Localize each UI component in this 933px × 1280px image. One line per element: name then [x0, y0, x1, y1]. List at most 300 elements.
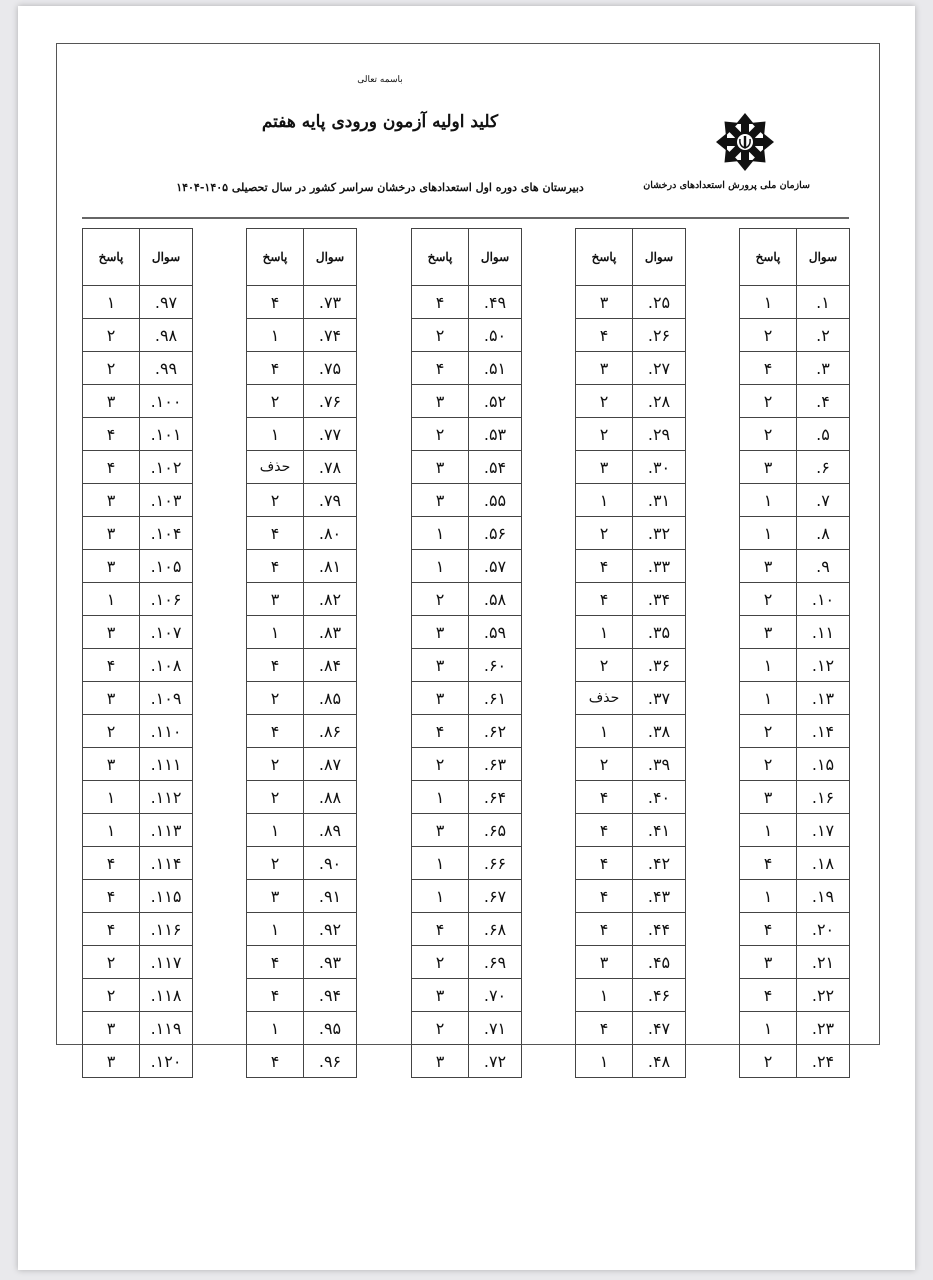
- motto-text: باسمه تعالی: [357, 75, 403, 85]
- answer-cell: ۴: [576, 847, 633, 880]
- table-row: [412, 484, 522, 517]
- table-row: [247, 880, 357, 913]
- table-row: [83, 583, 193, 616]
- question-number-cell: .۸۲: [304, 583, 357, 616]
- answer-cell: ۱: [247, 1012, 304, 1045]
- answer-cell: ۴: [83, 451, 140, 484]
- table-row: [83, 913, 193, 946]
- answer-cell: ۲: [247, 748, 304, 781]
- table-row: [247, 583, 357, 616]
- table-header-row: [83, 229, 193, 286]
- question-number-cell: .۷۵: [304, 352, 357, 385]
- question-number-cell: .۷۹: [304, 484, 357, 517]
- table-row: [247, 748, 357, 781]
- table-row: [412, 979, 522, 1012]
- table-row: [247, 913, 357, 946]
- table-row: [247, 682, 357, 715]
- answer-cell: ۳: [412, 814, 469, 847]
- question-number-cell: .۹۰: [304, 847, 357, 880]
- table-row: [247, 715, 357, 748]
- question-number-cell: .۴۹: [469, 286, 522, 319]
- table-row: [83, 616, 193, 649]
- table-row: [576, 550, 686, 583]
- answer-cell: ۳: [247, 880, 304, 913]
- question-number-cell: .۱۱۷: [140, 946, 193, 979]
- table-row: [412, 913, 522, 946]
- answer-cell: ۳: [412, 682, 469, 715]
- answer-header: پاسخ: [740, 229, 797, 286]
- table-row: [412, 418, 522, 451]
- question-number-cell: .۷: [797, 484, 850, 517]
- question-number-cell: .۶۳: [469, 748, 522, 781]
- answer-cell: ۱: [740, 814, 797, 847]
- answer-cell: ۳: [576, 451, 633, 484]
- question-number-cell: .۱۱۴: [140, 847, 193, 880]
- question-number-cell: .۵۱: [469, 352, 522, 385]
- table-row: [247, 319, 357, 352]
- table-row: [740, 451, 850, 484]
- question-number-cell: .۵۰: [469, 319, 522, 352]
- question-number-cell: .۵: [797, 418, 850, 451]
- question-number-cell: .۱۱۱: [140, 748, 193, 781]
- table-row: [247, 418, 357, 451]
- question-number-cell: .۳۹: [633, 748, 686, 781]
- question-number-cell: .۸۵: [304, 682, 357, 715]
- table-row: [247, 484, 357, 517]
- question-number-cell: .۵۹: [469, 616, 522, 649]
- question-number-cell: .۳۱: [633, 484, 686, 517]
- question-number-cell: .۱۰۹: [140, 682, 193, 715]
- answer-cell: ۱: [740, 682, 797, 715]
- answer-cell: ۲: [412, 583, 469, 616]
- table-row: [740, 550, 850, 583]
- table-row: [576, 814, 686, 847]
- question-number-cell: .۵۵: [469, 484, 522, 517]
- table-row: [740, 484, 850, 517]
- table-row: [576, 1012, 686, 1045]
- table-row: [412, 814, 522, 847]
- question-number-cell: .۳: [797, 352, 850, 385]
- question-number-cell: .۲: [797, 319, 850, 352]
- question-number-cell: .۷۰: [469, 979, 522, 1012]
- answer-cell: ۱: [247, 616, 304, 649]
- table-row: [83, 847, 193, 880]
- answer-cell: ۱: [576, 484, 633, 517]
- question-number-cell: .۷۲: [469, 1045, 522, 1078]
- answer-cell: ۴: [247, 946, 304, 979]
- table-row: [412, 385, 522, 418]
- question-number-cell: .۲۹: [633, 418, 686, 451]
- table-row: [576, 682, 686, 715]
- answer-cell: ۱: [247, 319, 304, 352]
- question-number-cell: .۲۳: [797, 1012, 850, 1045]
- question-number-cell: .۵۸: [469, 583, 522, 616]
- table-row: [83, 682, 193, 715]
- question-number-cell: .۷۸: [304, 451, 357, 484]
- answer-cell: ۲: [740, 1045, 797, 1078]
- answer-cell: ۲: [247, 385, 304, 418]
- answer-cell: ۴: [576, 814, 633, 847]
- table-row: [83, 649, 193, 682]
- answer-cell: ۲: [247, 847, 304, 880]
- table-row: [740, 847, 850, 880]
- table-row: [83, 781, 193, 814]
- table-row: [576, 748, 686, 781]
- table-row: [740, 352, 850, 385]
- table-row: [412, 880, 522, 913]
- answer-table-5: [82, 228, 193, 1078]
- answer-cell: ۳: [412, 649, 469, 682]
- answer-cell: ۱: [83, 814, 140, 847]
- answer-cell: ۴: [247, 979, 304, 1012]
- question-number-cell: .۷۶: [304, 385, 357, 418]
- answer-cell: ۲: [83, 979, 140, 1012]
- question-number-cell: .۵۲: [469, 385, 522, 418]
- question-number-cell: .۱۱۲: [140, 781, 193, 814]
- table-row: [247, 1045, 357, 1078]
- table-row: [740, 715, 850, 748]
- table-row: [576, 484, 686, 517]
- question-header: سوال: [797, 229, 850, 286]
- answer-cell: ۱: [740, 484, 797, 517]
- answer-cell: ۳: [83, 517, 140, 550]
- table-row: [412, 1045, 522, 1078]
- table-row: [576, 451, 686, 484]
- answer-table-2: [575, 228, 686, 1078]
- table-row: [412, 517, 522, 550]
- answer-header: پاسخ: [247, 229, 304, 286]
- answer-cell: ۲: [247, 484, 304, 517]
- answer-header: پاسخ: [576, 229, 633, 286]
- question-number-cell: .۸۸: [304, 781, 357, 814]
- question-number-cell: .۸: [797, 517, 850, 550]
- answer-cell: ۱: [83, 286, 140, 319]
- answer-cell: ۱: [576, 616, 633, 649]
- answer-cell: ۱: [247, 913, 304, 946]
- answer-cell: ۳: [83, 385, 140, 418]
- answer-cell: ۴: [412, 286, 469, 319]
- table-row: [83, 979, 193, 1012]
- answer-cell: ۴: [247, 649, 304, 682]
- answer-cell: ۳: [412, 979, 469, 1012]
- answer-cell: ۴: [83, 418, 140, 451]
- question-number-cell: .۶۵: [469, 814, 522, 847]
- question-number-cell: .۱۶: [797, 781, 850, 814]
- question-number-cell: .۶۱: [469, 682, 522, 715]
- table-row: [412, 748, 522, 781]
- question-number-cell: .۳۶: [633, 649, 686, 682]
- answer-cell: ۱: [740, 286, 797, 319]
- answer-cell: ۳: [83, 748, 140, 781]
- question-number-cell: .۱۰۵: [140, 550, 193, 583]
- question-header: سوال: [304, 229, 357, 286]
- question-number-cell: .۶۶: [469, 847, 522, 880]
- answer-cell: ۲: [83, 946, 140, 979]
- table-header-row: [576, 229, 686, 286]
- table-row: [83, 880, 193, 913]
- table-row: [412, 286, 522, 319]
- answer-cell: ۴: [576, 1012, 633, 1045]
- table-row: [740, 748, 850, 781]
- answer-cell: ۳: [740, 946, 797, 979]
- table-row: [83, 715, 193, 748]
- question-number-cell: .۴۸: [633, 1045, 686, 1078]
- table-row: [83, 1012, 193, 1045]
- question-number-cell: .۸۷: [304, 748, 357, 781]
- question-number-cell: .۲۸: [633, 385, 686, 418]
- table-row: [740, 286, 850, 319]
- question-number-cell: .۳۷: [633, 682, 686, 715]
- question-header: سوال: [140, 229, 193, 286]
- table-row: [412, 781, 522, 814]
- question-number-cell: .۶۸: [469, 913, 522, 946]
- table-row: [740, 1045, 850, 1078]
- question-number-cell: .۱۰۶: [140, 583, 193, 616]
- answer-table-3: [411, 228, 522, 1078]
- table-row: [576, 385, 686, 418]
- question-number-cell: .۷۳: [304, 286, 357, 319]
- answer-cell: ۲: [83, 352, 140, 385]
- question-header: سوال: [633, 229, 686, 286]
- question-number-cell: .۲۱: [797, 946, 850, 979]
- table-row: [83, 946, 193, 979]
- question-number-cell: .۹۵: [304, 1012, 357, 1045]
- table-header-row: [247, 229, 357, 286]
- question-number-cell: .۴۴: [633, 913, 686, 946]
- question-number-cell: .۱۲۰: [140, 1045, 193, 1078]
- answer-cell: ۴: [576, 913, 633, 946]
- answer-cell: حذف: [247, 451, 304, 484]
- question-number-cell: .۹۲: [304, 913, 357, 946]
- table-row: [576, 286, 686, 319]
- question-number-cell: .۱۱۰: [140, 715, 193, 748]
- table-row: [576, 880, 686, 913]
- question-number-cell: .۸۴: [304, 649, 357, 682]
- table-row: [576, 913, 686, 946]
- organization-name: سازمان ملی پرورش استعدادهای درخشان: [643, 180, 810, 191]
- table-row: [247, 781, 357, 814]
- answer-cell: ۳: [576, 946, 633, 979]
- question-number-cell: .۱۹: [797, 880, 850, 913]
- answer-cell: حذف: [576, 682, 633, 715]
- answer-cell: ۲: [412, 319, 469, 352]
- question-number-cell: .۹۹: [140, 352, 193, 385]
- table-row: [247, 352, 357, 385]
- answer-cell: ۳: [576, 352, 633, 385]
- answer-cell: ۴: [83, 847, 140, 880]
- answer-header: پاسخ: [412, 229, 469, 286]
- answer-cell: ۴: [740, 847, 797, 880]
- question-number-cell: .۷۴: [304, 319, 357, 352]
- question-number-cell: .۵۶: [469, 517, 522, 550]
- question-number-cell: .۴۶: [633, 979, 686, 1012]
- answer-cell: ۲: [412, 418, 469, 451]
- question-number-cell: .۱۰۳: [140, 484, 193, 517]
- table-row: [83, 418, 193, 451]
- answer-cell: ۱: [740, 1012, 797, 1045]
- table-row: [740, 682, 850, 715]
- answer-cell: ۱: [247, 814, 304, 847]
- question-header: سوال: [469, 229, 522, 286]
- table-row: [576, 418, 686, 451]
- table-row: [576, 979, 686, 1012]
- table-row: [83, 550, 193, 583]
- answer-cell: ۴: [576, 880, 633, 913]
- question-number-cell: .۹۶: [304, 1045, 357, 1078]
- answer-cell: ۳: [412, 451, 469, 484]
- answer-cell: ۲: [83, 715, 140, 748]
- question-number-cell: .۱۰۱: [140, 418, 193, 451]
- table-row: [247, 1012, 357, 1045]
- table-row: [83, 319, 193, 352]
- table-row: [576, 517, 686, 550]
- question-number-cell: .۹۸: [140, 319, 193, 352]
- question-number-cell: .۳۵: [633, 616, 686, 649]
- question-number-cell: .۱۸: [797, 847, 850, 880]
- question-number-cell: .۶۹: [469, 946, 522, 979]
- answer-cell: ۱: [740, 517, 797, 550]
- question-number-cell: .۹۷: [140, 286, 193, 319]
- question-number-cell: .۴: [797, 385, 850, 418]
- table-row: [83, 352, 193, 385]
- answer-cell: ۳: [576, 286, 633, 319]
- table-row: [740, 814, 850, 847]
- answer-cell: ۱: [576, 979, 633, 1012]
- answer-cell: ۲: [740, 385, 797, 418]
- question-number-cell: .۱۱: [797, 616, 850, 649]
- question-number-cell: .۲۰: [797, 913, 850, 946]
- answer-cell: ۲: [412, 946, 469, 979]
- answer-cell: ۴: [412, 715, 469, 748]
- answer-cell: ۲: [83, 319, 140, 352]
- table-row: [83, 385, 193, 418]
- question-number-cell: .۳۰: [633, 451, 686, 484]
- question-number-cell: .۱۱۹: [140, 1012, 193, 1045]
- table-row: [576, 616, 686, 649]
- question-number-cell: .۲۲: [797, 979, 850, 1012]
- answer-cell: ۳: [83, 616, 140, 649]
- answer-cell: ۲: [576, 385, 633, 418]
- answer-cell: ۴: [576, 583, 633, 616]
- table-row: [83, 484, 193, 517]
- question-number-cell: .۶۴: [469, 781, 522, 814]
- answer-cell: ۱: [576, 1045, 633, 1078]
- answer-cell: ۳: [83, 1045, 140, 1078]
- answer-cell: ۴: [412, 352, 469, 385]
- answer-cell: ۲: [247, 682, 304, 715]
- answer-cell: ۳: [83, 550, 140, 583]
- question-number-cell: .۵۳: [469, 418, 522, 451]
- answer-cell: ۲: [740, 319, 797, 352]
- answer-cell: ۴: [83, 880, 140, 913]
- table-row: [247, 517, 357, 550]
- question-number-cell: .۱۰۸: [140, 649, 193, 682]
- question-number-cell: .۴۱: [633, 814, 686, 847]
- answer-cell: ۲: [576, 748, 633, 781]
- table-row: [576, 847, 686, 880]
- table-header-row: [740, 229, 850, 286]
- question-number-cell: .۷۷: [304, 418, 357, 451]
- question-number-cell: .۳۳: [633, 550, 686, 583]
- answer-cell: ۳: [83, 1012, 140, 1045]
- table-row: [576, 319, 686, 352]
- table-row: [83, 517, 193, 550]
- question-number-cell: .۶۲: [469, 715, 522, 748]
- answer-cell: ۱: [412, 781, 469, 814]
- table-row: [412, 451, 522, 484]
- question-number-cell: .۴۵: [633, 946, 686, 979]
- table-row: [412, 550, 522, 583]
- answer-cell: ۳: [412, 1045, 469, 1078]
- question-number-cell: .۸۶: [304, 715, 357, 748]
- answer-cell: ۱: [83, 583, 140, 616]
- answer-cell: ۲: [740, 583, 797, 616]
- answer-cell: ۴: [247, 517, 304, 550]
- question-number-cell: .۹۴: [304, 979, 357, 1012]
- table-row: [740, 517, 850, 550]
- answer-cell: ۴: [83, 649, 140, 682]
- question-number-cell: .۸۹: [304, 814, 357, 847]
- table-row: [412, 715, 522, 748]
- question-number-cell: .۴۳: [633, 880, 686, 913]
- table-row: [576, 781, 686, 814]
- question-number-cell: .۶۰: [469, 649, 522, 682]
- answer-cell: ۳: [83, 682, 140, 715]
- question-number-cell: .۳۴: [633, 583, 686, 616]
- question-number-cell: .۷۱: [469, 1012, 522, 1045]
- table-row: [412, 649, 522, 682]
- question-number-cell: .۵۷: [469, 550, 522, 583]
- question-number-cell: .۱۰۴: [140, 517, 193, 550]
- table-row: [412, 616, 522, 649]
- answer-cell: ۴: [247, 550, 304, 583]
- answer-cell: ۲: [247, 781, 304, 814]
- answer-cell: ۴: [247, 286, 304, 319]
- table-row: [740, 913, 850, 946]
- answer-cell: ۳: [412, 616, 469, 649]
- table-row: [83, 1045, 193, 1078]
- table-row: [83, 814, 193, 847]
- answer-cell: ۱: [740, 649, 797, 682]
- page-subtitle: دبیرستان های دوره اول استعدادهای درخشان سراسر کشور در سال تحصیلی ۱۴۰۵-۱۴۰۴: [176, 181, 584, 194]
- answer-cell: ۴: [247, 715, 304, 748]
- table-row: [740, 781, 850, 814]
- table-row: [740, 418, 850, 451]
- question-number-cell: .۴۲: [633, 847, 686, 880]
- answer-cell: ۴: [83, 913, 140, 946]
- table-row: [740, 880, 850, 913]
- question-number-cell: .۱۰: [797, 583, 850, 616]
- question-number-cell: .۱۱۶: [140, 913, 193, 946]
- table-row: [247, 286, 357, 319]
- table-row: [247, 385, 357, 418]
- table-header-row: [412, 229, 522, 286]
- question-number-cell: .۲۷: [633, 352, 686, 385]
- question-number-cell: .۱۲: [797, 649, 850, 682]
- table-row: [740, 946, 850, 979]
- question-number-cell: .۱۱۳: [140, 814, 193, 847]
- answer-cell: ۲: [740, 715, 797, 748]
- table-row: [740, 319, 850, 352]
- question-number-cell: .۱۴: [797, 715, 850, 748]
- answer-cell: ۳: [740, 781, 797, 814]
- answer-cell: ۱: [576, 715, 633, 748]
- answer-cell: ۱: [83, 781, 140, 814]
- page-title: کلید اولیه آزمون ورودی پایه هفتم: [261, 112, 499, 132]
- answer-cell: ۲: [740, 748, 797, 781]
- question-number-cell: .۸۳: [304, 616, 357, 649]
- answer-cell: ۴: [247, 1045, 304, 1078]
